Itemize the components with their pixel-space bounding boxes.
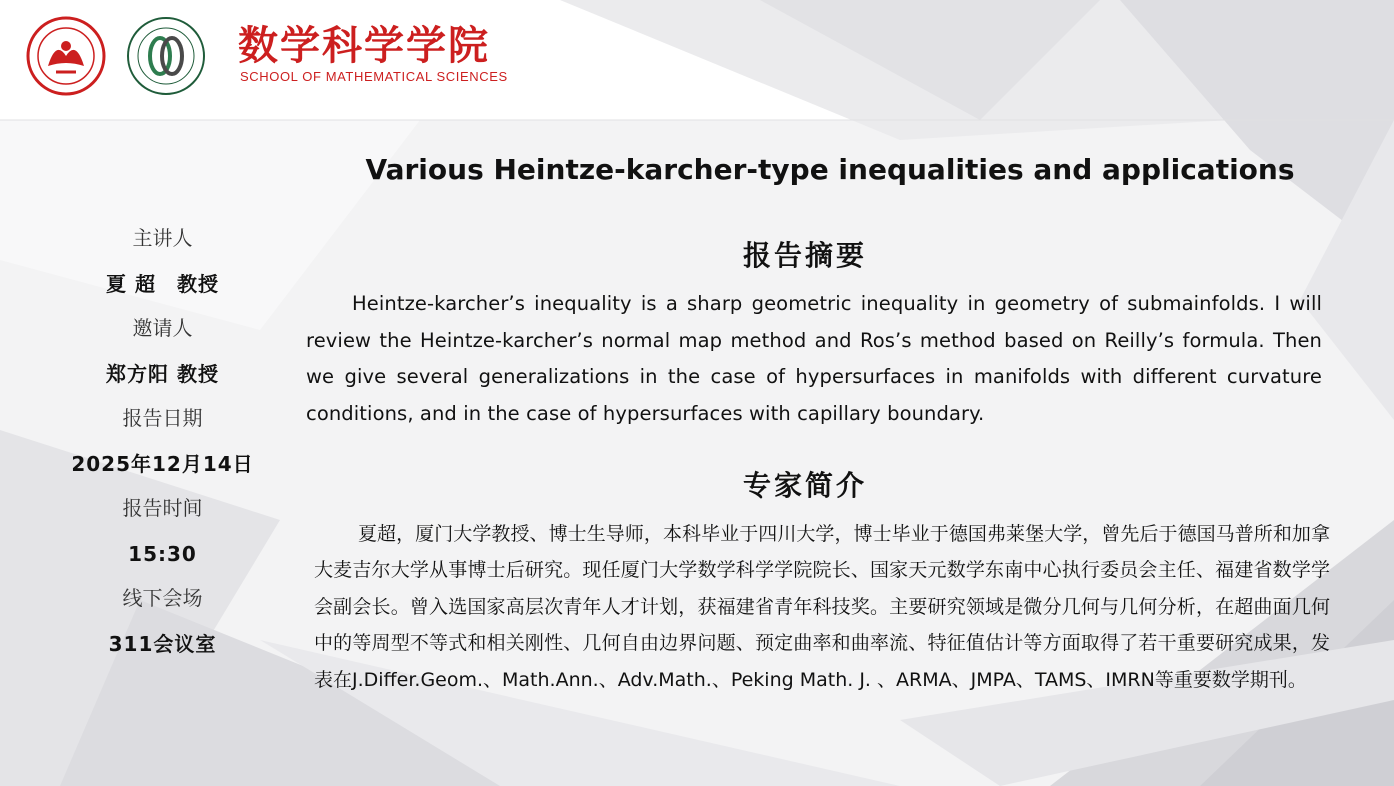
talk-info-sidebar [60, 222, 265, 672]
inviter-name: 郑方阳 教授 [106, 362, 219, 386]
bio-heading: 专家简介 [742, 469, 867, 502]
date-label: 报告日期 [122, 406, 203, 430]
school-emblem-logo [126, 16, 206, 96]
talk-time: 15:30 [128, 542, 197, 566]
bio-text: 夏超，厦门大学教授、博士生导师，本科毕业于四川大学，博士毕业于德国弗莱堡大学，曾先后于德国马普所和加拿大麦吉尔大学从事博士后研究。现任厦门大学数学科学学院院长、国家天元数学东南中心执行委员会主任、福建省数学学会副会长。曾入选国家高层次青年人才计划，获福建省青年科技奖。主要研究领域是微分几何与几何分析，在超曲面几何中的等周型不等式和相关刚性、几何自由边界问题、预定曲率和曲率流、特征值估计等方面取得了若干重要研究成果，发表在J.Differ.Geom.、Math.Ann.、Adv.Math.、Peking Math. J. 、ARMA、JMPA、TAMS、IMRN等重要数学期刊。 [314, 523, 1330, 691]
talk-date: 2025年12月14日 [71, 452, 254, 476]
venue-label: 线下会场 [122, 586, 203, 610]
school-name-chinese: 数学科学学院 [238, 23, 490, 69]
school-name-english: SCHOOL OF MATHEMATICAL SCIENCES [240, 69, 508, 84]
abstract-heading: 报告摘要 [742, 239, 867, 272]
speaker-label: 主讲人 [132, 226, 193, 250]
university-logo [26, 16, 106, 96]
inviter-label: 邀请人 [132, 316, 193, 340]
speaker-name: 夏 超 教授 [106, 272, 219, 296]
talk-title: Various Heintze-karcher-type inequalities and applications [365, 153, 1295, 186]
talk-venue: 311会议室 [108, 632, 217, 656]
time-label: 报告时间 [122, 496, 203, 520]
abstract-text: Heintze-karcher’s inequality is a sharp geometric inequality in geometry of submainfolds. I will review the Heintze-karcher’s normal map method and Ros’s method based on Reilly’s formula. Then we give several generalizations in the case of hypersurfaces in manifolds with different curvature conditions, and in the case of hypersurfaces with capillary boundary. [306, 292, 1322, 426]
